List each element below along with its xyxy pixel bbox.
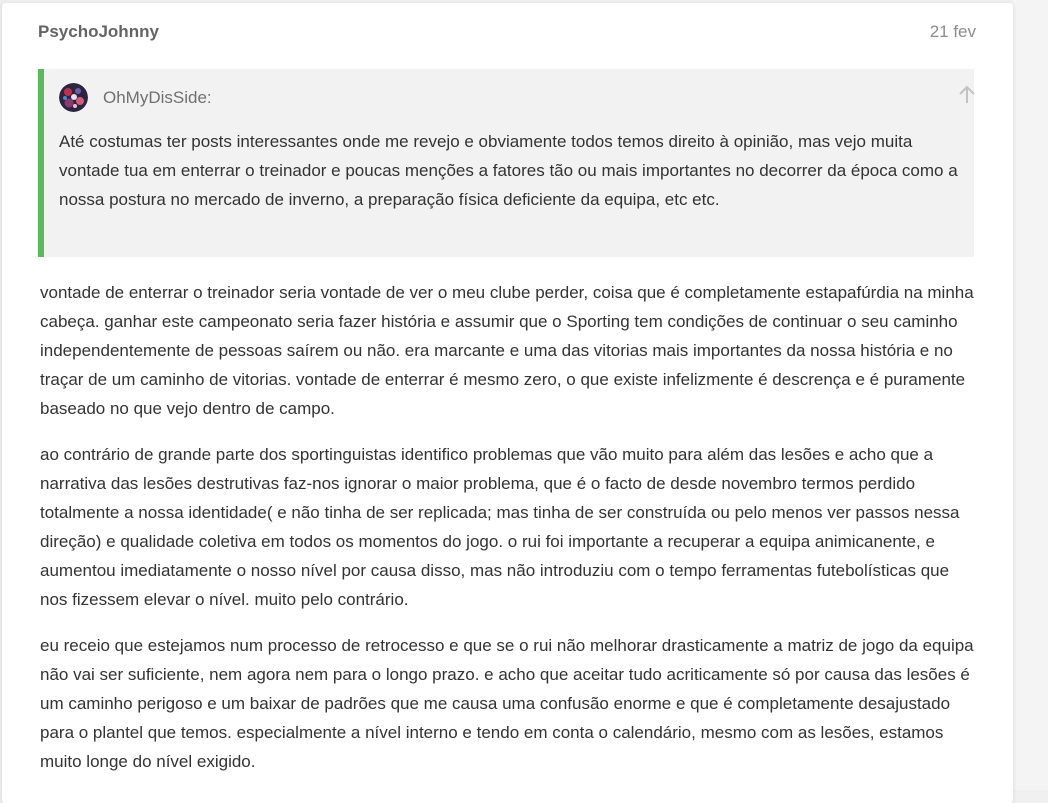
- arrow-up-icon[interactable]: [955, 83, 979, 107]
- quote-author: OhMyDisSide:: [103, 88, 212, 107]
- post-paragraph: vontade de enterrar o treinador seria vontade de ver o meu clube perder, coisa que é completamente estapafúrdia na minha cabeça. ganhar este campeonato seria fazer história e assumir que o Sporting tem condições de continuar o seu caminho independentemente de pessoas saírem ou não. era marcante e uma das vitorias mais importantes da nossa história e no traçar de um caminho de vitorias. vontade de enterrar é mesmo zero, o que existe infelizmente é descrença e é puramente baseado no que vejo dentro de campo.: [40, 283, 974, 418]
- post-paragraph: eu receio que estejamos num processo de retrocesso e que se o rui não melhorar drasticamente a matriz de jogo da equipa não vai ser suficiente, nem agora nem para o longo prazo. e acho que aceitar tudo acriticamente só por causa das lesões é um caminho perigoso e um baixar de padrões que me causa uma confusão enorme e que é completamente desajustado para o plantel que temos. especialmente a nível interno e tendo em conta o calendário, mesmo com as lesões, estamos muito longe do nível exigido.: [40, 636, 974, 771]
- right-gutter: [1013, 0, 1048, 790]
- quote-block: [38, 69, 974, 257]
- user-avatar[interactable]: [59, 83, 88, 112]
- post-date[interactable]: 21 fev: [929, 22, 976, 41]
- quote-header: [59, 83, 959, 113]
- post-paragraph: ao contrário de grande parte dos sportinguistas identifico problemas que vão muito para além das lesões e acho que a narrativa das lesões destrutivas faz-nos ignorar o maior problema, que é o facto de desde novembro termos perdido totalmente a nossa identidade( e não tinha de ser replicada; mas tinha de ser construída ou pelo menos ver passos nessa direção) e qualidade coletiva em todos os momentos do jogo. o rui foi importante a recuperar a equipa animicanente, e aumentou imediatamente o nosso nível por causa disso, mas não introduziu com o tempo ferramentas futebolísticas que nos fizessem elevar o nível. muito pelo contrário.: [40, 445, 960, 609]
- post-username[interactable]: PsychoJohnny: [38, 22, 159, 41]
- quote-text: Até costumas ter posts interessantes onde me revejo e obviamente todos temos direito à opinião, mas vejo muita vontade tua em enterrar o treinador e poucas menções a fatores tão ou mais importantes no decorrer da época como a nossa postura no mercado de inverno, a preparação física deficiente da equipa, etc etc.: [59, 132, 958, 209]
- post-body: [40, 278, 975, 793]
- post-header: [38, 20, 976, 44]
